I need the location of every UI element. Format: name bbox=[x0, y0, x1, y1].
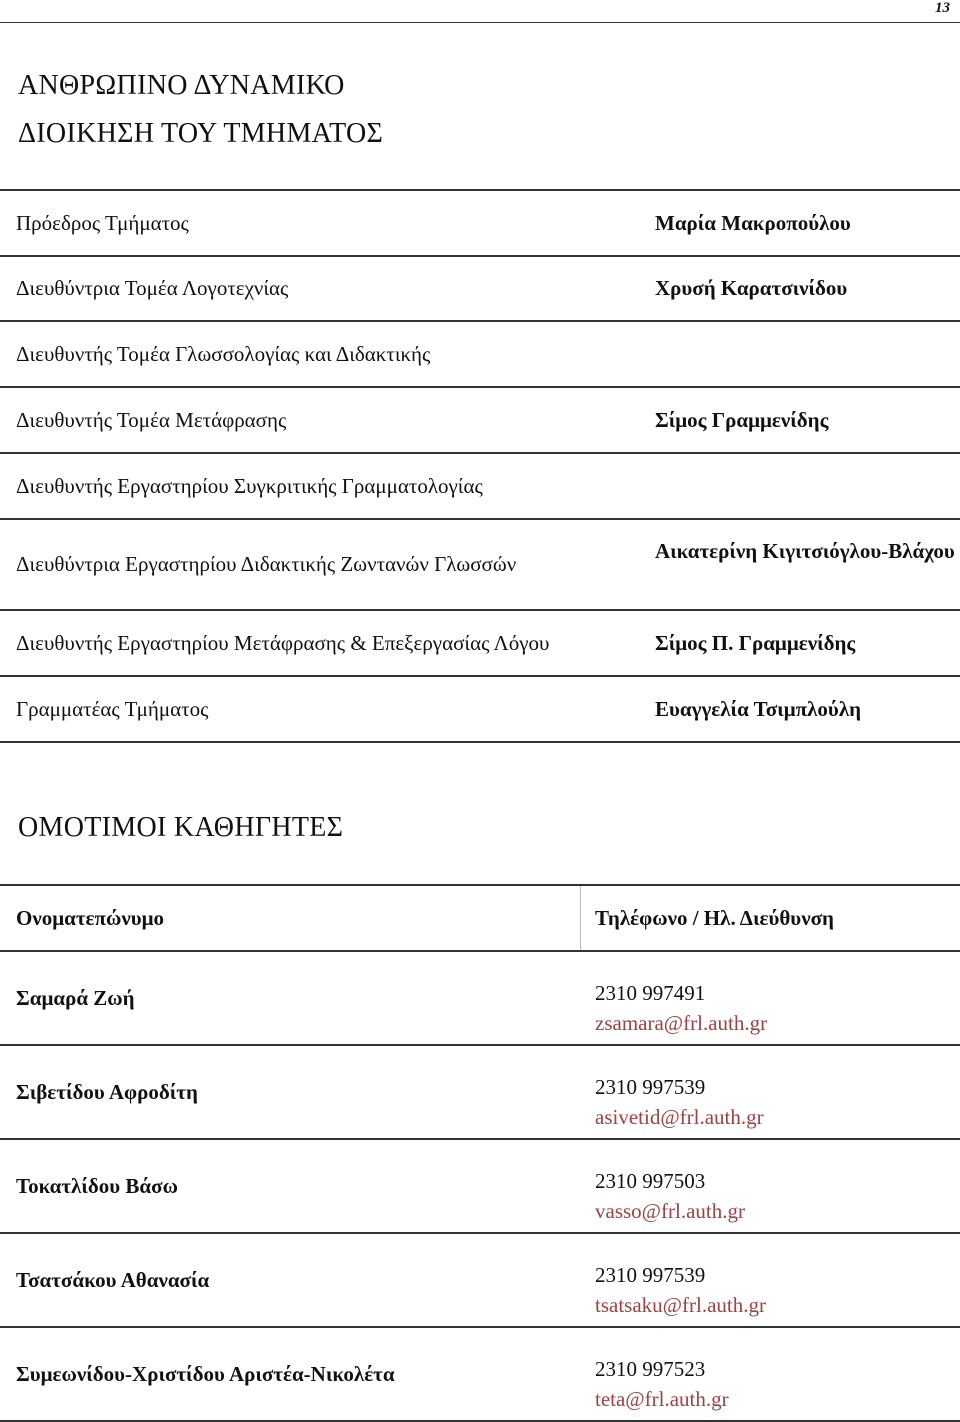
admin-name bbox=[655, 322, 955, 386]
admin-name: Αικατερίνη Κιγιτσιόγλου-Βλάχου bbox=[655, 539, 955, 563]
header-rule bbox=[0, 22, 960, 23]
admin-name: Σίμος Π. Γραμμενίδης bbox=[655, 630, 856, 655]
emeritus-name: Συμεωνίδου-Χριστίδου Αριστέα-Νικολέτα bbox=[16, 1361, 395, 1386]
emeritus-contact bbox=[595, 1328, 955, 1420]
admin-role: Πρόεδρος Τμήματος bbox=[16, 210, 189, 235]
admin-name: Μαρία Μακροπούλου bbox=[655, 210, 851, 235]
admin-role: Διευθύντρια Τομέα Λογοτεχνίας bbox=[16, 276, 289, 300]
emeritus-row bbox=[0, 950, 960, 1044]
emeritus-row bbox=[0, 1138, 960, 1232]
emeritus-email[interactable]: asivetid@frl.auth.gr bbox=[595, 1105, 764, 1129]
administration-title: ΔΙΟΙΚΗΣΗ ΤΟΥ ΤΜΗΜΑΤΟΣ bbox=[18, 118, 384, 149]
admin-row bbox=[0, 320, 960, 386]
admin-row bbox=[0, 675, 960, 743]
emeritus-row bbox=[0, 1232, 960, 1326]
admin-role: Διευθυντής Εργαστηρίου Συγκριτικής Γραμματολογίας bbox=[16, 473, 483, 498]
emeritus-phone: 2310 997539 bbox=[595, 1075, 706, 1099]
admin-row bbox=[0, 452, 960, 518]
emeritus-contact bbox=[595, 1046, 955, 1138]
admin-row bbox=[0, 386, 960, 452]
emeritus-name: Σιβετίδου Αφροδίτη bbox=[16, 1079, 198, 1104]
emeritus-phone: 2310 997523 bbox=[595, 1357, 706, 1381]
emeritus-row bbox=[0, 1326, 960, 1422]
emeritus-header-row bbox=[0, 884, 960, 950]
emeritus-name: Τοκατλίδου Βάσω bbox=[16, 1173, 178, 1198]
page-number: 13 bbox=[935, 0, 950, 16]
admin-row bbox=[0, 189, 960, 255]
header-contact: Τηλέφωνο / Ηλ. Διεύθυνση bbox=[595, 905, 834, 930]
emeritus-email[interactable]: vasso@frl.auth.gr bbox=[595, 1199, 745, 1223]
emeritus-row bbox=[0, 1044, 960, 1138]
emeritus-phone: 2310 997503 bbox=[595, 1169, 706, 1193]
admin-name: Ευαγγελία Τσιμπλούλη bbox=[655, 696, 862, 721]
emeritus-table bbox=[0, 884, 960, 1422]
admin-role: Διευθυντής Τομέα Γλωσσολογίας και Διδακτικής bbox=[16, 341, 431, 366]
admin-role: Διευθυντής Τομέα Μετάφρασης bbox=[16, 407, 287, 432]
emeritus-name: Τσατσάκου Αθανασία bbox=[16, 1267, 210, 1292]
admin-name: Σίμος Γραμμενίδης bbox=[655, 407, 829, 432]
administration-table bbox=[0, 189, 960, 743]
emeritus-title: ΟΜΟΤΙΜΟΙ ΚΑΘΗΓΗΤΕΣ bbox=[18, 812, 344, 843]
emeritus-email[interactable]: tsatsaku@frl.auth.gr bbox=[595, 1293, 766, 1317]
header-divider bbox=[580, 886, 581, 950]
main-title: ΑΝΘΡΩΠΙΝΟ ΔΥΝΑΜΙΚΟ bbox=[18, 70, 345, 101]
admin-role: Διευθύντρια Εργαστηρίου Διδακτικής Ζωντανών Γλωσσών bbox=[16, 552, 517, 576]
header-name: Ονοματεπώνυμο bbox=[16, 905, 165, 930]
admin-name bbox=[655, 454, 955, 518]
emeritus-contact bbox=[595, 1140, 955, 1232]
emeritus-phone: 2310 997539 bbox=[595, 1263, 706, 1287]
emeritus-name: Σαμαρά Ζωή bbox=[16, 985, 135, 1010]
admin-role: Γραμματέας Τμήματος bbox=[16, 696, 209, 721]
emeritus-email[interactable]: zsamara@frl.auth.gr bbox=[595, 1011, 768, 1035]
admin-role: Διευθυντής Εργαστηρίου Μετάφρασης & Επεξεργασίας Λόγου bbox=[16, 630, 550, 655]
admin-row bbox=[0, 609, 960, 675]
emeritus-contact bbox=[595, 1234, 955, 1326]
admin-name: Χρυσή Καρατσινίδου bbox=[655, 276, 848, 300]
admin-row bbox=[0, 255, 960, 320]
emeritus-contact bbox=[595, 952, 955, 1044]
emeritus-phone: 2310 997491 bbox=[595, 981, 706, 1005]
emeritus-email[interactable]: teta@frl.auth.gr bbox=[595, 1387, 729, 1411]
admin-row bbox=[0, 518, 960, 609]
